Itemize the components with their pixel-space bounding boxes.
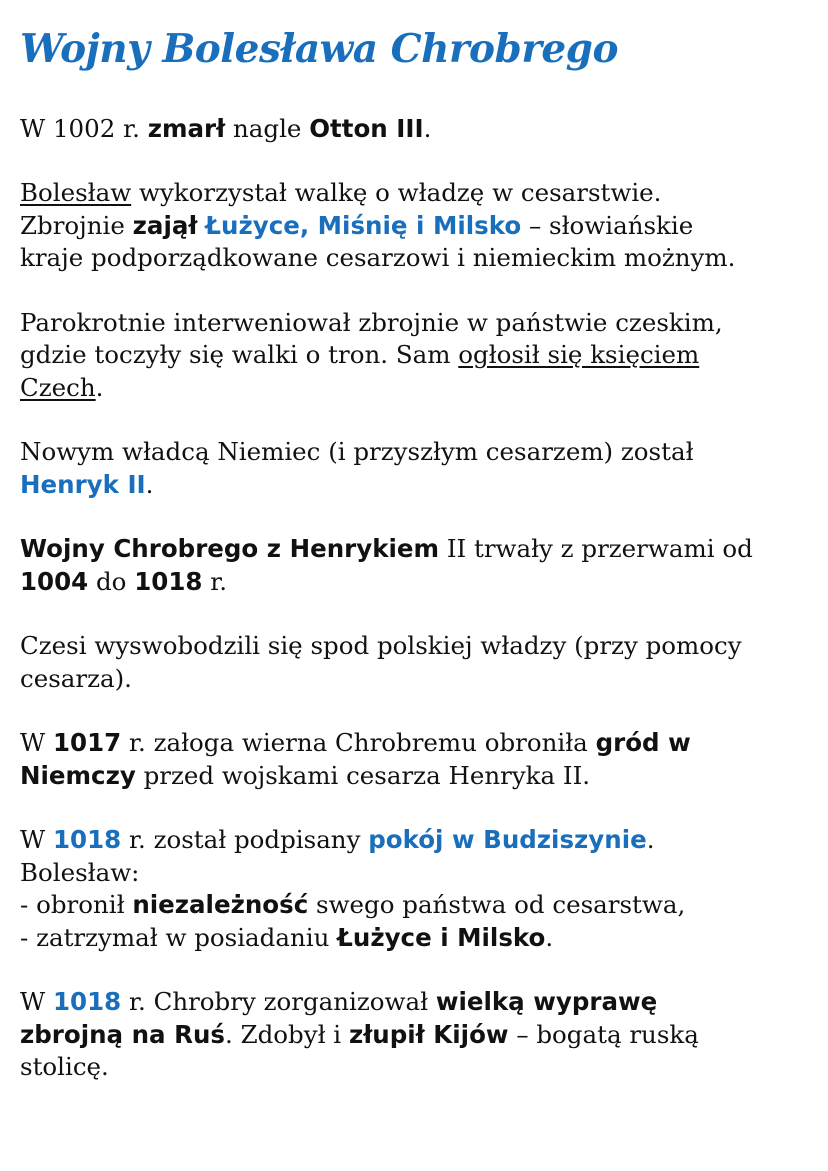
text: W (20, 825, 53, 855)
text: r. (202, 566, 228, 596)
paragraph-kiev (20, 986, 810, 1084)
text: przed wojskami cesarza Henryka II. (135, 760, 591, 790)
list-item-text: - obronił (20, 890, 133, 920)
text: r. został podpisany (121, 825, 369, 855)
bold-text: niezależność (132, 890, 309, 920)
text: stolicę. (20, 1052, 109, 1082)
paragraph-peace (20, 824, 810, 954)
text: cesarza). (20, 663, 132, 693)
highlight-text: pokój w Budziszynie (368, 825, 647, 855)
text: Czesi wyswobodzili się spod polskiej władzy (przy pomocy (20, 631, 742, 661)
text: II trwały z przerwami od (439, 534, 753, 564)
text: W 1002 r. (20, 113, 148, 143)
text: . (95, 372, 104, 402)
text: – słowiańskie (521, 210, 694, 240)
bold-text: 1004 (20, 566, 89, 596)
text: . (145, 469, 154, 499)
text: . (646, 825, 655, 855)
document-page (20, 18, 810, 1116)
paragraph-niemcza (20, 727, 810, 792)
text: nagle (225, 113, 310, 143)
underlined-text: ogłosił się księciem (458, 340, 700, 370)
paragraph-otto-death (20, 113, 810, 146)
bold-text: zbrojną na Ruś (20, 1019, 226, 1049)
bold-text: gród w (595, 728, 691, 758)
bold-text: zajął (132, 210, 198, 240)
text: swego państwa od cesarstwa, (308, 890, 686, 920)
paragraph-conquests (20, 177, 810, 275)
text: . (423, 113, 432, 143)
text: W (20, 728, 53, 758)
highlight-text: 1018 (52, 987, 122, 1017)
page-title: Wojny Bolesława Chrobrego (20, 26, 618, 72)
text: r. załoga wierna Chrobremu obroniła (121, 728, 596, 758)
text: – bogatą ruską (508, 1019, 699, 1049)
text: . Zdobył i (225, 1019, 349, 1049)
bold-text: Łużyce i Milsko (337, 922, 546, 952)
paragraph-wars (20, 533, 810, 598)
bold-text: Otton III (309, 113, 424, 143)
text: . (545, 922, 554, 952)
text: gdzie toczyły się walki o tron. Sam (20, 340, 459, 370)
bold-text: Wojny Chrobrego z Henrykiem (20, 534, 440, 564)
underlined-text: Czech (20, 372, 96, 402)
text: Zbrojnie (20, 210, 133, 240)
bold-text: 1017 (52, 728, 122, 758)
text: Nowym władcą Niemiec (i przyszłym cesarzem) został (20, 437, 694, 467)
paragraph-bohemia (20, 307, 810, 405)
underlined-text: Bolesław (20, 178, 132, 208)
bold-text: złupił Kijów (348, 1019, 509, 1049)
paragraph-czechs (20, 630, 810, 695)
text: do (88, 566, 135, 596)
text: W (20, 987, 53, 1017)
bold-text: wielką wyprawę (435, 987, 658, 1017)
bold-text: 1018 (134, 566, 203, 596)
text: Bolesław: (20, 857, 140, 887)
text: Parokrotnie interweniował zbrojnie w państwie czeskim, (20, 307, 723, 337)
text: r. Chrobry zorganizował (121, 987, 436, 1017)
highlight-text: Henryk II (20, 469, 146, 499)
bold-text: Niemczy (20, 760, 136, 790)
paragraph-new-ruler (20, 436, 810, 501)
highlight-text: 1018 (52, 825, 122, 855)
list-item-text: - zatrzymał w posiadaniu (20, 922, 338, 952)
bold-text: zmarł (147, 113, 226, 143)
text: kraje podporządkowane cesarzowi i niemieckim możnym. (20, 243, 736, 273)
highlight-text: Łużyce, Miśnię i Milsko (205, 210, 522, 240)
text: wykorzystał walkę o władzę w cesarstwie. (131, 178, 662, 208)
